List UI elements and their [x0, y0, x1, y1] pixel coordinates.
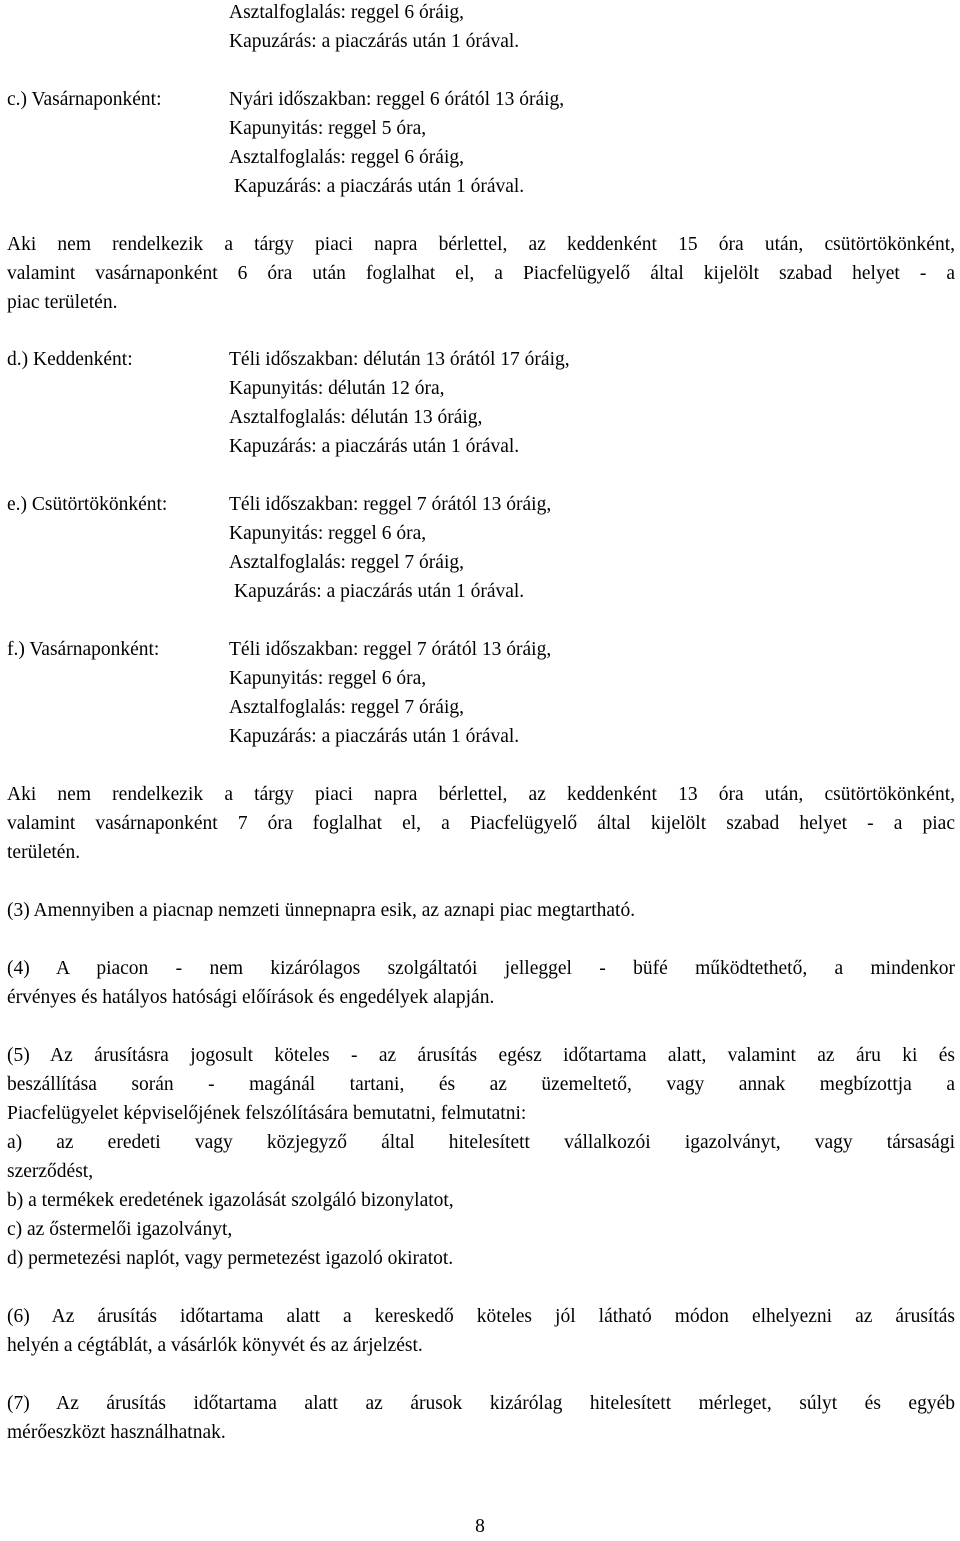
paragraph-line: Aki nem rendelkezik a tárgy piaci napra bérlettel, az keddenként 13 óra után, csütörtökönként, — [7, 784, 955, 805]
schedule-f-label: f.) Vasárnaponként: — [7, 639, 160, 660]
schedule-c-label: c.) Vasárnaponként: — [7, 89, 162, 110]
schedule-c-line-3: Asztalfoglalás: reggel 6 óráig, — [229, 147, 464, 168]
schedule-e-line-4: Kapuzárás: a piaczárás után 1 órával. — [234, 581, 525, 602]
paragraph-line: (5) Az árusításra jogosult köteles - az árusítás egész időtartama alatt, valamint az áru ki és — [7, 1045, 955, 1066]
schedule-d-line-2: Kapunyitás: délután 12 óra, — [229, 378, 445, 399]
paragraph-line: (7) Az árusítás időtartama alatt az árusok kizárólag hitelesített mérleget, súlyt és egyéb — [7, 1393, 955, 1414]
paragraph-7 — [7, 1389, 955, 1447]
paragraph-line: c) az őstermelői igazolványt, — [7, 1219, 233, 1240]
paragraph-4 — [7, 954, 955, 1012]
paragraph-line: a) az eredeti vagy közjegyző által hitelesített vállalkozói igazolványt, vagy társasági — [7, 1132, 955, 1153]
paragraph-line: valamint vasárnaponként 7 óra foglalhat el, a Piacfelügyelő által kijelölt szabad helyet - a piac — [7, 813, 955, 834]
schedule-e-line-2: Kapunyitás: reggel 6 óra, — [229, 523, 427, 544]
paragraph-summer-rule — [7, 230, 955, 317]
top-block-line-1: Asztalfoglalás: reggel 6 óráig, — [229, 2, 464, 23]
paragraph-6 — [7, 1302, 955, 1360]
schedule-c-line-1: Nyári időszakban: reggel 6 órától 13 óráig, — [229, 89, 565, 110]
paragraph-line: piac területén. — [7, 292, 118, 313]
paragraph-line: területén. — [7, 842, 81, 863]
paragraph-line: szerződést, — [7, 1161, 94, 1182]
paragraph-5 — [7, 1041, 955, 1273]
paragraph-line: Aki nem rendelkezik a tárgy piaci napra bérlettel, az keddenként 15 óra után, csütörtökönként, — [7, 234, 955, 255]
paragraph-winter-rule — [7, 780, 955, 867]
paragraph-line: helyén a cégtáblát, a vásárlók könyvét és az árjelzést. — [7, 1335, 423, 1356]
top-block-line-2: Kapuzárás: a piaczárás után 1 órával. — [229, 31, 520, 52]
schedule-e-label: e.) Csütörtökönként: — [7, 494, 168, 515]
paragraph-line: b) a termékek eredetének igazolását szolgáló bizonylatot, — [7, 1190, 454, 1211]
schedule-e-line-1: Téli időszakban: reggel 7 órától 13 óráig, — [229, 494, 552, 515]
schedule-f-line-3: Asztalfoglalás: reggel 7 óráig, — [229, 697, 464, 718]
schedule-f-line-2: Kapunyitás: reggel 6 óra, — [229, 668, 427, 689]
schedule-f-line-1: Téli időszakban: reggel 7 órától 13 óráig, — [229, 639, 552, 660]
schedule-e-line-3: Asztalfoglalás: reggel 7 óráig, — [229, 552, 464, 573]
schedule-d-label: d.) Keddenként: — [7, 349, 133, 370]
paragraph-line: (4) A piacon - nem kizárólagos szolgáltatói jelleggel - büfé működtethető, a mindenkor — [7, 958, 955, 979]
schedule-f-line-4: Kapuzárás: a piaczárás után 1 órával. — [229, 726, 520, 747]
schedule-d-line-3: Asztalfoglalás: délután 13 óráig, — [229, 407, 483, 428]
schedule-d-line-1: Téli időszakban: délután 13 órától 17 óráig, — [229, 349, 570, 370]
paragraph-line: (6) Az árusítás időtartama alatt a kereskedő köteles jól látható módon elhelyezni az árusítás — [7, 1306, 955, 1327]
schedule-d-line-4: Kapuzárás: a piaczárás után 1 órával. — [229, 436, 520, 457]
schedule-c-line-4: Kapuzárás: a piaczárás után 1 órával. — [234, 176, 525, 197]
schedule-c-line-2: Kapunyitás: reggel 5 óra, — [229, 118, 427, 139]
paragraph-line: d) permetezési naplót, vagy permetezést igazoló okiratot. — [7, 1248, 454, 1269]
paragraph-line: valamint vasárnaponként 6 óra után foglalhat el, a Piacfelügyelő által kijelölt szabad helyet - a — [7, 263, 955, 284]
paragraph-line: érvényes és hatályos hatósági előírások és engedélyek alapján. — [7, 987, 495, 1008]
paragraph-3 — [7, 896, 955, 925]
page-number: 8 — [475, 1516, 485, 1537]
paragraph-line: beszállítása során - magánál tartani, és az üzemeltető, vagy annak megbízottja a — [7, 1074, 955, 1095]
paragraph-line: Piacfelügyelet képviselőjének felszólítására bemutatni, felmutatni: — [7, 1103, 527, 1124]
paragraph-line: (3) Amennyiben a piacnap nemzeti ünnepnapra esik, az aznapi piac megtartható. — [7, 900, 636, 921]
paragraph-line: mérőeszközt használhatnak. — [7, 1422, 226, 1443]
